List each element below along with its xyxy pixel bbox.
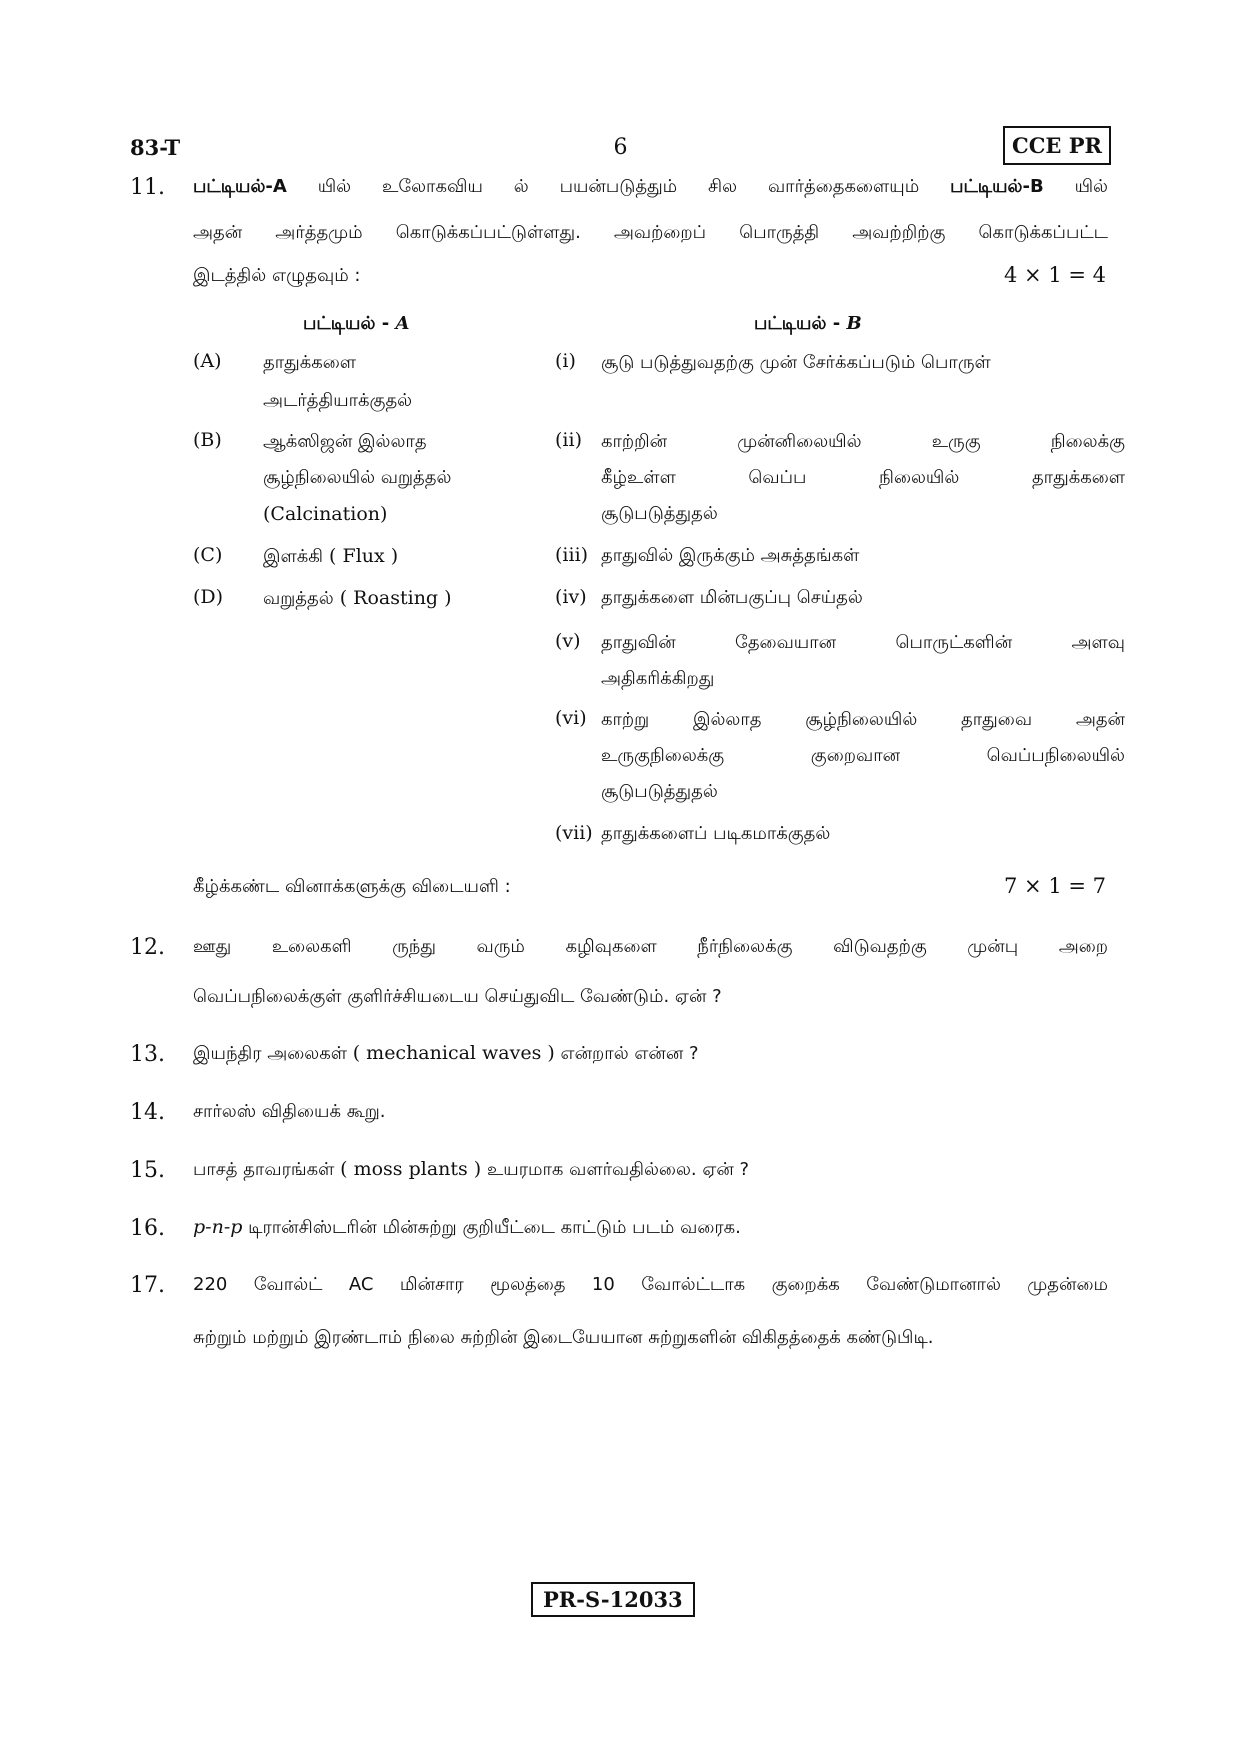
q14-text: சார்லஸ் விதியைக் கூறு. [193,1101,386,1122]
list-b-label: (iv) [555,586,587,608]
list-b-item: காற்று இல்லாத சூழ்நிலையில் தாதுவை அதன் [601,709,1125,730]
list-b-label: (vi) [555,707,587,729]
q11-marks: 4 × 1 = 4 [1004,263,1106,287]
list-b-label: (v) [555,630,581,652]
list-a-item: தாதுக்களை [263,352,357,373]
q12-line-2: வெப்பநிலைக்குள் குளிர்ச்சியடைய செய்துவிட வேண்டும். ஏன் ? [193,986,722,1007]
question-number-15: 15. [130,1158,165,1183]
paper-code: 83-T [130,135,181,160]
q11-line-3: இடத்தில் எழுதவும் : [193,265,361,286]
list-b-item: உருகுநிலைக்கு குறைவான வெப்பநிலையில் [601,745,1125,766]
list-a-label: (C) [193,544,223,566]
q12-line-1: ஊது உலைகளி ருந்து வரும் கழிவுகளை நீர்நிலைக்கு விடுவதற்கு முன்பு அறை [193,936,1108,957]
footer-code-box: PR-S-12033 [531,1582,695,1617]
list-b-item: சூடுபடுத்துதல் [601,503,718,524]
list-b-item: தாதுக்களைப் படிகமாக்குதல் [601,823,831,844]
list-b-item: சூடுபடுத்துதல் [601,781,718,802]
list-a-heading: பட்டியல் - A [303,313,410,334]
list-b-heading: பட்டியல் - B [754,313,862,334]
list-a-item: (Calcination) [263,503,388,525]
q16-text: p-n-p டிரான்சிஸ்டரின் மின்சுற்று குறியீட்டை காட்டும் படம் வரைக. [193,1216,741,1238]
list-b-item: காற்றின் முன்னிலையில் உருகு நிலைக்கு [601,431,1125,452]
list-b-item: தாதுவில் இருக்கும் அசுத்தங்கள் [601,545,860,566]
question-number-16: 16. [130,1216,165,1241]
list-b-item: கீழ்உள்ள வெப்ப நிலையில் தாதுக்களை [601,467,1125,488]
question-number-13: 13. [130,1042,165,1067]
list-a-label: (D) [193,586,224,608]
section-instruction: கீழ்க்கண்ட வினாக்களுக்கு விடையளி : [193,876,511,897]
exam-code-box: CCE PR [1003,126,1111,165]
list-a-item: அடர்த்தியாக்குதல் [263,390,413,411]
list-b-item: தாதுவின் தேவையான பொருட்களின் அளவு [601,632,1125,653]
q11-line-1: பட்டியல்-A யில் உலோகவிய ல் பயன்படுத்தும் சில வார்த்தைகளையும் பட்டியல்-B யில் [193,176,1109,197]
list-b-label: (ii) [555,429,582,451]
page-number: 6 [613,135,628,160]
q11-line-2: அதன் அர்த்தமும் கொடுக்கப்பட்டுள்ளது. அவற்றைப் பொருத்தி அவற்றிற்கு கொடுக்கப்பட்ட [193,222,1108,243]
list-b-label: (vii) [555,822,593,844]
q13-text: இயந்திர அலைகள் ( mechanical waves ) என்றால் என்ன ? [193,1042,699,1064]
list-a-label: (A) [193,350,222,372]
q15-text: பாசத் தாவரங்கள் ( moss plants ) உயரமாக வளர்வதில்லை. ஏன் ? [193,1158,750,1180]
list-a-item: சூழ்நிலையில் வறுத்தல் [263,467,452,488]
q17-line-1: 220 வோல்ட் AC மின்சார மூலத்தை 10 வோல்ட்டாக குறைக்க வேண்டுமானால் முதன்மை [193,1274,1108,1295]
list-b-label: (i) [555,350,576,372]
question-number-12: 12. [130,935,165,960]
question-number-11: 11. [130,175,165,200]
question-number-17: 17. [130,1273,165,1298]
list-b-label: (iii) [555,544,589,566]
list-b-item: அதிகரிக்கிறது [601,668,715,689]
question-number-14: 14. [130,1100,165,1125]
section-marks: 7 × 1 = 7 [1004,874,1106,898]
list-b-item: தாதுக்களை மின்பகுப்பு செய்தல் [601,587,863,608]
list-a-label: (B) [193,429,222,451]
list-b-item: சூடு படுத்துவதற்கு முன் சேர்க்கப்படும் பொருள் [601,352,991,373]
list-a-item: ஆக்ஸிஜன் இல்லாத [263,431,427,452]
q17-line-2: சுற்றும் மற்றும் இரண்டாம் நிலை சுற்றின் இடையேயான சுற்றுகளின் விகிதத்தைக் கண்டுபிடி. [193,1327,934,1348]
list-a-item: வறுத்தல் ( Roasting ) [263,587,452,609]
list-a-item: இளக்கி ( Flux ) [263,545,399,567]
